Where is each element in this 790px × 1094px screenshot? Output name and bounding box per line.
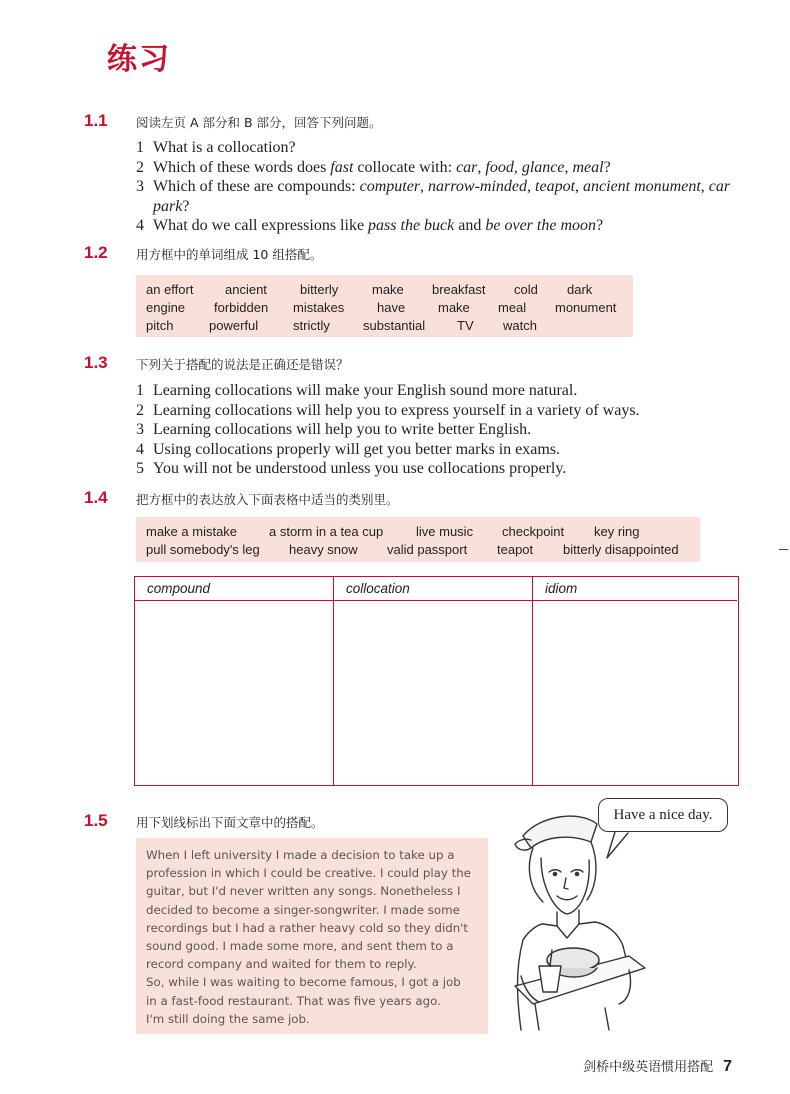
question-number: 1 bbox=[136, 139, 144, 156]
question-text: , bbox=[513, 158, 522, 176]
exercise-instruction-1-1: 阅读左页 A 部分和 B 部分，回答下列问题。 bbox=[136, 115, 382, 130]
passage-line: recordings but I had a rather heavy cold so they didn't bbox=[146, 920, 469, 935]
category-table bbox=[134, 576, 739, 786]
word-chip: mistakes bbox=[293, 300, 345, 315]
exercise-instruction-1-3: 下列关于搭配的说法是正确还是错误？ bbox=[136, 357, 349, 372]
question-text: Which of these words does bbox=[153, 158, 331, 176]
question-text: and bbox=[454, 217, 486, 234]
question-list-1-3 bbox=[136, 381, 736, 479]
question-number: 5 bbox=[136, 460, 144, 477]
question-number: 1 bbox=[136, 382, 144, 399]
exercise-number-1-2: 1.2 bbox=[84, 243, 108, 262]
word-chip: TV bbox=[457, 318, 474, 333]
question-text: Learning collocations will help you to express yourself in a variety of ways. bbox=[153, 401, 640, 419]
word-chip: monument bbox=[555, 300, 617, 315]
question-list-1-1 bbox=[136, 138, 736, 236]
italic-term: meal bbox=[572, 158, 604, 176]
question-text: Learning collocations will make your English sound more natural. bbox=[153, 382, 578, 399]
word-chip: checkpoint bbox=[502, 524, 565, 539]
question-text: ? bbox=[182, 197, 190, 215]
word-chip: powerful bbox=[209, 318, 259, 333]
question-text: collocate with: bbox=[353, 158, 457, 176]
question-text: What is a collocation? bbox=[153, 139, 296, 156]
word-chip: breakfast bbox=[432, 282, 486, 297]
word-box-1-2 bbox=[136, 275, 633, 337]
question-text: , bbox=[564, 158, 573, 176]
question-text: , bbox=[477, 158, 486, 176]
italic-term: ancient monument bbox=[583, 178, 701, 195]
word-chip: dark bbox=[567, 282, 593, 297]
word-chip: make a mistake bbox=[146, 524, 238, 539]
question-number: 3 bbox=[136, 421, 144, 438]
word-chip: meal bbox=[498, 300, 527, 315]
margin-mark bbox=[779, 549, 788, 550]
word-chip: make bbox=[438, 300, 470, 315]
word-chip: an effort bbox=[146, 282, 194, 297]
question-item bbox=[136, 177, 736, 216]
book-title: 剑桥中级英语惯用搭配 bbox=[583, 1060, 714, 1075]
word-chip: strictly bbox=[293, 318, 330, 333]
question-number: 2 bbox=[136, 158, 144, 176]
exercise-number-1-3: 1.3 bbox=[84, 353, 108, 372]
word-chip: engine bbox=[146, 300, 186, 315]
question-item bbox=[136, 138, 736, 158]
exercise-instruction-1-5: 用下划线标出下面文章中的搭配。 bbox=[136, 815, 324, 830]
word-chip: pitch bbox=[146, 318, 174, 333]
page-footer bbox=[583, 1056, 732, 1076]
word-chip: have bbox=[377, 300, 406, 315]
passage-line: decided to become a singer-songwriter. I made some bbox=[146, 902, 460, 917]
speech-bubble: Have a nice day. bbox=[598, 798, 728, 832]
table-column-collocation bbox=[334, 577, 533, 785]
italic-term: car bbox=[456, 158, 478, 176]
italic-term: food bbox=[485, 158, 514, 176]
word-chip: valid passport bbox=[387, 542, 468, 557]
passage-line: I'm still doing the same job. bbox=[146, 1011, 310, 1026]
table-column-compound bbox=[135, 577, 334, 785]
question-text: What do we call expressions like bbox=[153, 217, 369, 234]
question-item bbox=[136, 158, 736, 178]
passage-line: record company and waited for them to reply. bbox=[146, 957, 417, 972]
question-text: ? bbox=[596, 217, 604, 234]
question-item bbox=[136, 381, 736, 401]
word-chip: bitterly bbox=[300, 282, 339, 297]
italic-term: fast bbox=[330, 158, 354, 176]
question-text: Learning collocations will help you to write better English. bbox=[153, 421, 532, 438]
passage-box bbox=[136, 838, 488, 1034]
passage-line: When I left university I made a decision to take up a bbox=[146, 848, 455, 862]
table-header-collocation: collocation bbox=[334, 577, 532, 601]
italic-term: computer bbox=[359, 178, 421, 195]
italic-term: glance bbox=[521, 158, 565, 176]
word-chip: cold bbox=[514, 282, 538, 297]
table-header-idiom: idiom bbox=[533, 577, 737, 601]
question-text: You will not be understood unless you use collocations properly. bbox=[153, 460, 567, 477]
word-chip: watch bbox=[503, 318, 537, 333]
passage-line: in a fast-food restaurant. That was five years ago. bbox=[146, 993, 441, 1008]
exercise-number-1-4: 1.4 bbox=[84, 488, 108, 507]
word-chip: ancient bbox=[225, 282, 267, 297]
question-text: , bbox=[700, 178, 709, 195]
word-chip: forbidden bbox=[214, 300, 269, 315]
exercise-instruction-1-2: 用方框中的单词组成 10 组搭配。 bbox=[136, 247, 323, 262]
exercise-instruction-1-4: 把方框中的表达放入下面表格中适当的类别里。 bbox=[136, 492, 399, 507]
question-text: ? bbox=[603, 158, 611, 176]
question-item bbox=[136, 420, 736, 440]
question-text: , bbox=[575, 178, 584, 195]
question-number: 4 bbox=[136, 217, 144, 234]
word-chip: key ring bbox=[594, 524, 640, 539]
question-item bbox=[136, 401, 736, 421]
word-chip: live music bbox=[416, 524, 474, 539]
question-text: , bbox=[527, 178, 536, 195]
exercise-number-1-5: 1.5 bbox=[84, 811, 108, 830]
italic-term: narrow-minded bbox=[428, 178, 528, 195]
exercise-number-1-1: 1.1 bbox=[84, 111, 108, 130]
word-chip: a storm in a tea cup bbox=[269, 524, 384, 539]
italic-term: be over the moon bbox=[485, 217, 596, 234]
word-chip: heavy snow bbox=[289, 542, 358, 557]
italic-term: pass the buck bbox=[368, 217, 455, 234]
table-header-compound: compound bbox=[135, 577, 333, 601]
passage-line: sound good. I made some more, and sent them to a bbox=[146, 939, 454, 954]
question-item bbox=[136, 440, 736, 460]
italic-term: teapot bbox=[535, 178, 576, 195]
table-column-idiom bbox=[533, 577, 737, 785]
question-text: Using collocations properly will get you better marks in exams. bbox=[153, 440, 561, 458]
word-chip: bitterly disappointed bbox=[563, 542, 679, 557]
word-chip: substantial bbox=[363, 318, 426, 333]
passage-line: guitar, but I'd never written any songs. Nonetheless I bbox=[146, 884, 461, 899]
page-number: 7 bbox=[723, 1058, 732, 1075]
question-number: 2 bbox=[136, 401, 144, 419]
question-number: 4 bbox=[136, 440, 144, 458]
question-number: 3 bbox=[136, 178, 144, 195]
question-item bbox=[136, 459, 736, 479]
italic-term: car park bbox=[153, 178, 731, 215]
word-box-1-4 bbox=[136, 517, 700, 562]
word-chip: pull somebody's leg bbox=[146, 542, 260, 557]
question-text: Which of these are compounds: bbox=[153, 178, 360, 195]
question-text: , bbox=[420, 178, 429, 195]
word-chip: make bbox=[372, 282, 404, 297]
word-chip: teapot bbox=[497, 542, 534, 557]
question-item bbox=[136, 216, 736, 236]
passage-line: profession in which I could be creative. I could play the bbox=[146, 866, 471, 881]
page-title: 练习 bbox=[107, 42, 171, 77]
passage-line: So, while I was waiting to become famous, I got a job bbox=[146, 975, 461, 990]
